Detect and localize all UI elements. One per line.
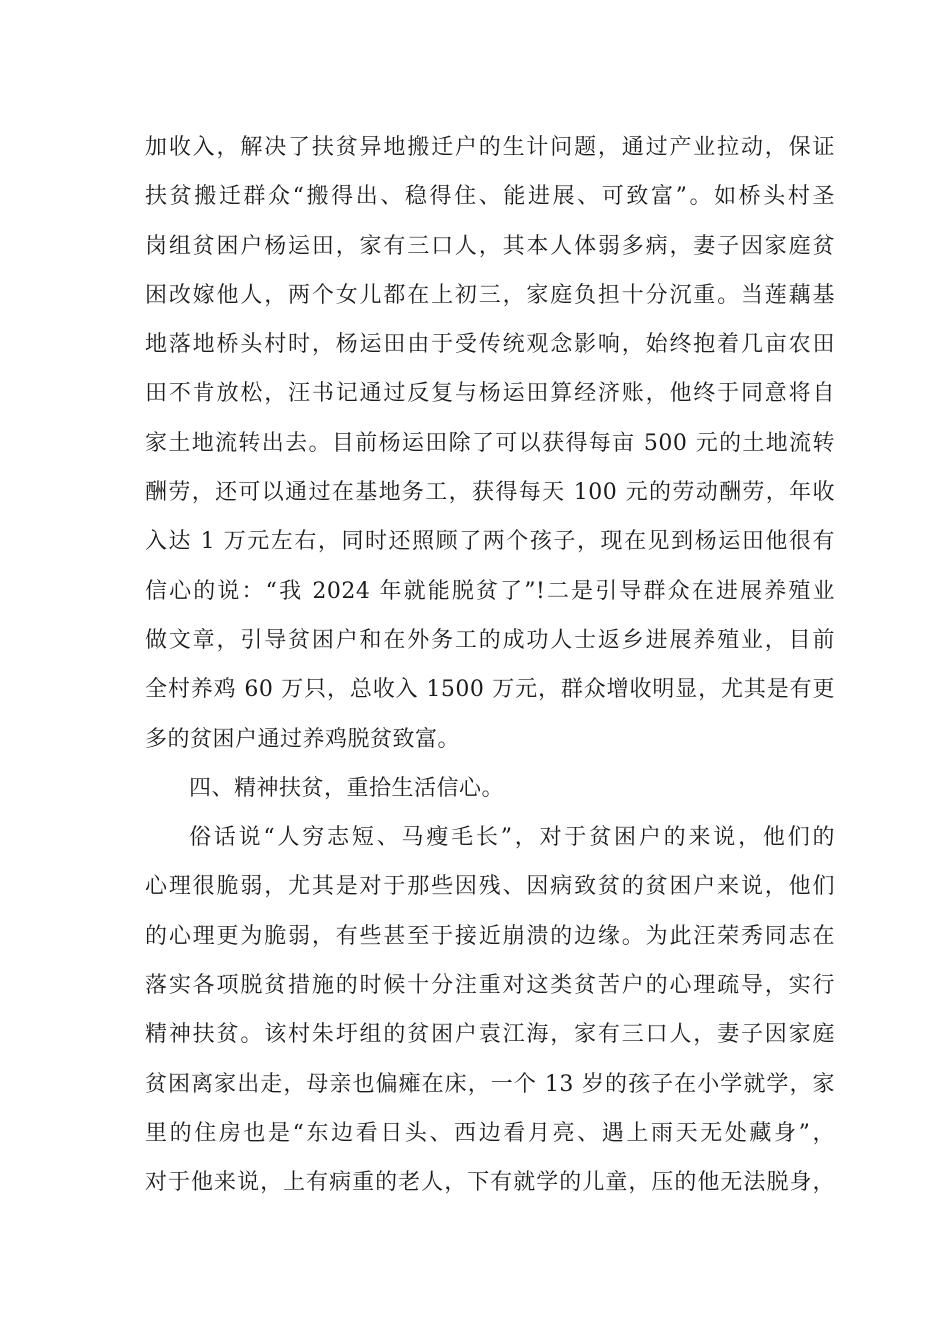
- body-text: [145, 123, 835, 1208]
- text-line: 地落地桥头村时，杨运田由于受传统观念影响，始终抱着几亩农田: [145, 332, 835, 358]
- text-line: 里的住房也是“东边看日头、西边看月亮、遇上雨天无处藏身”，: [145, 1120, 835, 1146]
- text-line: 岗组贫困户杨运田，家有三口人，其本人体弱多病，妻子因家庭贫: [145, 233, 835, 259]
- text-line: 落实各项脱贫措施的时候十分注重对这类贫苦户的心理疏导，实行: [145, 973, 835, 999]
- text-line: 精神扶贫。该村朱圩组的贫困户袁江海，家有三口人，妻子因家庭: [145, 1022, 835, 1048]
- text-line: 入达 1 万元左右，同时还照顾了两个孩子，现在见到杨运田他很有: [145, 529, 835, 555]
- text-line: 田不肯放松，汪书记通过反复与杨运田算经济账，他终于同意将自: [145, 381, 835, 407]
- text-line: 多的贫困户通过养鸡脱贫致富。: [145, 726, 461, 752]
- text-line: 贫困离家出走，母亲也偏瘫在床，一个 13 岁的孩子在小学就学，家: [145, 1071, 835, 1097]
- text-line: 俗话说“人穷志短、马瘦毛长”，对于贫困户的来说，他们的: [189, 825, 835, 851]
- text-line: 困改嫁他人，两个女儿都在上初三，家庭负担十分沉重。当莲藕基: [145, 282, 835, 308]
- text-line: 扶贫搬迁群众“搬得出、稳得住、能进展、可致富”。如桥头村圣: [145, 184, 835, 210]
- text-line: 的心理更为脆弱，有些甚至于接近崩溃的边缘。为此汪荣秀同志在: [145, 923, 835, 949]
- text-line: 做文章，引导贫困户和在外务工的成功人士返乡进展养殖业，目前: [145, 627, 835, 653]
- text-line: 对于他来说，上有病重的老人，下有就学的儿童，压的他无法脱身，: [145, 1170, 835, 1196]
- text-line: 加收入，解决了扶贫异地搬迁户的生计问题，通过产业拉动，保证: [145, 135, 835, 160]
- text-line: 家土地流转出去。目前杨运田除了可以获得每亩 500 元的土地流转: [145, 430, 835, 456]
- text-line: 酬劳，还可以通过在基地务工，获得每天 100 元的劳动酬劳，年收: [145, 480, 835, 506]
- text-line: 全村养鸡 60 万只，总收入 1500 万元，群众增收明显，尤其是有更: [145, 677, 835, 703]
- section-heading: 四、精神扶贫，重拾生活信心。: [189, 775, 505, 801]
- text-line: 信心的说：“我 2024 年就能脱贫了”!二是引导群众在进展养殖业: [145, 578, 835, 604]
- text-line: 心理很脆弱，尤其是对于那些因残、因病致贫的贫困户来说，他们: [145, 874, 835, 900]
